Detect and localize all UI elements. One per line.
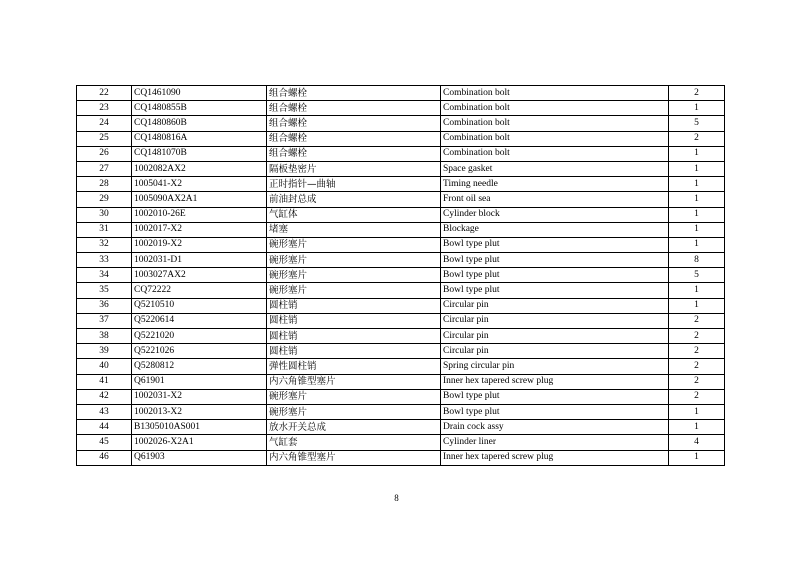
english-name-cell: Spring circular pin <box>441 359 669 374</box>
row-number-cell: 33 <box>77 253 132 268</box>
quantity-cell: 2 <box>669 389 725 404</box>
row-number-cell: 41 <box>77 374 132 389</box>
chinese-name-cell: 弹性圆柱销 <box>267 359 441 374</box>
part-code-cell: Q5280812 <box>132 359 267 374</box>
chinese-name-cell: 放水开关总成 <box>267 420 441 435</box>
table-row <box>77 374 725 389</box>
table-row <box>77 298 725 313</box>
chinese-name-cell: 碗形塞片 <box>267 253 441 268</box>
row-number-cell: 25 <box>77 131 132 146</box>
part-code-cell: CQ1461090 <box>132 86 267 101</box>
chinese-name-cell: 碗形塞片 <box>267 237 441 252</box>
quantity-cell: 2 <box>669 86 725 101</box>
row-number-cell: 40 <box>77 359 132 374</box>
part-code-cell: 1005090AX2A1 <box>132 192 267 207</box>
quantity-cell: 1 <box>669 450 725 465</box>
english-name-cell: Circular pin <box>441 313 669 328</box>
table-row <box>77 237 725 252</box>
chinese-name-cell: 碗形塞片 <box>267 389 441 404</box>
table-row <box>77 101 725 116</box>
row-number-cell: 32 <box>77 237 132 252</box>
chinese-name-cell: 碗形塞片 <box>267 283 441 298</box>
table-row <box>77 131 725 146</box>
part-code-cell: 1002010-26E <box>132 207 267 222</box>
quantity-cell: 2 <box>669 131 725 146</box>
english-name-cell: Blockage <box>441 222 669 237</box>
part-code-cell: CQ1480855B <box>132 101 267 116</box>
row-number-cell: 30 <box>77 207 132 222</box>
parts-table-body <box>77 86 725 466</box>
quantity-cell: 1 <box>669 420 725 435</box>
row-number-cell: 26 <box>77 146 132 161</box>
chinese-name-cell: 气缸套 <box>267 435 441 450</box>
chinese-name-cell: 气缸体 <box>267 207 441 222</box>
english-name-cell: Drain cock assy <box>441 420 669 435</box>
english-name-cell: Cylinder block <box>441 207 669 222</box>
row-number-cell: 31 <box>77 222 132 237</box>
quantity-cell: 5 <box>669 116 725 131</box>
quantity-cell: 1 <box>669 146 725 161</box>
table-row <box>77 420 725 435</box>
english-name-cell: Circular pin <box>441 298 669 313</box>
table-row <box>77 222 725 237</box>
table-row <box>77 329 725 344</box>
chinese-name-cell: 组合螺栓 <box>267 146 441 161</box>
table-row <box>77 450 725 465</box>
quantity-cell: 2 <box>669 374 725 389</box>
english-name-cell: Bowl type plut <box>441 389 669 404</box>
row-number-cell: 45 <box>77 435 132 450</box>
part-code-cell: Q61903 <box>132 450 267 465</box>
quantity-cell: 2 <box>669 344 725 359</box>
english-name-cell: Inner hex tapered screw plug <box>441 374 669 389</box>
row-number-cell: 24 <box>77 116 132 131</box>
part-code-cell: Q5220614 <box>132 313 267 328</box>
table-row <box>77 389 725 404</box>
table-row <box>77 146 725 161</box>
row-number-cell: 36 <box>77 298 132 313</box>
row-number-cell: 44 <box>77 420 132 435</box>
table-row <box>77 86 725 101</box>
table-row <box>77 253 725 268</box>
chinese-name-cell: 圆柱销 <box>267 313 441 328</box>
row-number-cell: 34 <box>77 268 132 283</box>
english-name-cell: Circular pin <box>441 329 669 344</box>
chinese-name-cell: 碗形塞片 <box>267 404 441 419</box>
row-number-cell: 37 <box>77 313 132 328</box>
chinese-name-cell: 组合螺栓 <box>267 131 441 146</box>
part-code-cell: 1002017-X2 <box>132 222 267 237</box>
quantity-cell: 4 <box>669 435 725 450</box>
quantity-cell: 1 <box>669 404 725 419</box>
english-name-cell: Combination bolt <box>441 86 669 101</box>
quantity-cell: 1 <box>669 298 725 313</box>
part-code-cell: CQ1480860B <box>132 116 267 131</box>
quantity-cell: 1 <box>669 177 725 192</box>
chinese-name-cell: 碗形塞片 <box>267 268 441 283</box>
english-name-cell: Timing needle <box>441 177 669 192</box>
chinese-name-cell: 组合螺栓 <box>267 101 441 116</box>
table-row <box>77 404 725 419</box>
english-name-cell: Combination bolt <box>441 146 669 161</box>
chinese-name-cell: 内六角锥型塞片 <box>267 450 441 465</box>
part-code-cell: 1002031-X2 <box>132 389 267 404</box>
quantity-cell: 1 <box>669 237 725 252</box>
row-number-cell: 38 <box>77 329 132 344</box>
row-number-cell: 46 <box>77 450 132 465</box>
row-number-cell: 23 <box>77 101 132 116</box>
english-name-cell: Combination bolt <box>441 131 669 146</box>
part-code-cell: 1002026-X2A1 <box>132 435 267 450</box>
part-code-cell: 1002031-D1 <box>132 253 267 268</box>
english-name-cell: Cylinder liner <box>441 435 669 450</box>
table-row <box>77 116 725 131</box>
table-row <box>77 161 725 176</box>
part-code-cell: B1305010AS001 <box>132 420 267 435</box>
row-number-cell: 27 <box>77 161 132 176</box>
quantity-cell: 1 <box>669 207 725 222</box>
quantity-cell: 8 <box>669 253 725 268</box>
quantity-cell: 1 <box>669 161 725 176</box>
row-number-cell: 29 <box>77 192 132 207</box>
part-code-cell: 1003027AX2 <box>132 268 267 283</box>
chinese-name-cell: 堵塞 <box>267 222 441 237</box>
chinese-name-cell: 组合螺栓 <box>267 116 441 131</box>
row-number-cell: 35 <box>77 283 132 298</box>
chinese-name-cell: 圆柱销 <box>267 298 441 313</box>
chinese-name-cell: 内六角锥型塞片 <box>267 374 441 389</box>
english-name-cell: Inner hex tapered screw plug <box>441 450 669 465</box>
part-code-cell: CQ1480816A <box>132 131 267 146</box>
page-number: 8 <box>394 493 399 503</box>
quantity-cell: 1 <box>669 222 725 237</box>
table-row <box>77 177 725 192</box>
row-number-cell: 22 <box>77 86 132 101</box>
english-name-cell: Front oil sea <box>441 192 669 207</box>
part-code-cell: Q5221020 <box>132 329 267 344</box>
table-row <box>77 313 725 328</box>
chinese-name-cell: 组合螺栓 <box>267 86 441 101</box>
part-code-cell: Q5221026 <box>132 344 267 359</box>
english-name-cell: Space gasket <box>441 161 669 176</box>
english-name-cell: Bowl type plut <box>441 283 669 298</box>
quantity-cell: 1 <box>669 192 725 207</box>
part-code-cell: 1002013-X2 <box>132 404 267 419</box>
quantity-cell: 5 <box>669 268 725 283</box>
row-number-cell: 39 <box>77 344 132 359</box>
chinese-name-cell: 前油封总成 <box>267 192 441 207</box>
chinese-name-cell: 圆柱销 <box>267 344 441 359</box>
row-number-cell: 28 <box>77 177 132 192</box>
english-name-cell: Bowl type plut <box>441 404 669 419</box>
table-row <box>77 207 725 222</box>
english-name-cell: Bowl type plut <box>441 268 669 283</box>
part-code-cell: 1002019-X2 <box>132 237 267 252</box>
english-name-cell: Bowl type plut <box>441 253 669 268</box>
part-code-cell: CQ1481070B <box>132 146 267 161</box>
table-row <box>77 192 725 207</box>
english-name-cell: Circular pin <box>441 344 669 359</box>
quantity-cell: 1 <box>669 283 725 298</box>
table-row <box>77 344 725 359</box>
quantity-cell: 2 <box>669 313 725 328</box>
row-number-cell: 42 <box>77 389 132 404</box>
parts-table <box>76 85 725 466</box>
quantity-cell: 2 <box>669 359 725 374</box>
part-code-cell: CQ72222 <box>132 283 267 298</box>
part-code-cell: Q5210510 <box>132 298 267 313</box>
quantity-cell: 1 <box>669 101 725 116</box>
english-name-cell: Combination bolt <box>441 116 669 131</box>
chinese-name-cell: 正时指针—曲轴 <box>267 177 441 192</box>
chinese-name-cell: 隔板垫密片 <box>267 161 441 176</box>
chinese-name-cell: 圆柱销 <box>267 329 441 344</box>
english-name-cell: Combination bolt <box>441 101 669 116</box>
table-row <box>77 435 725 450</box>
english-name-cell: Bowl type plut <box>441 237 669 252</box>
row-number-cell: 43 <box>77 404 132 419</box>
part-code-cell: Q61901 <box>132 374 267 389</box>
part-code-cell: 1002082AX2 <box>132 161 267 176</box>
table-row <box>77 359 725 374</box>
part-code-cell: 1005041-X2 <box>132 177 267 192</box>
quantity-cell: 2 <box>669 329 725 344</box>
table-row <box>77 283 725 298</box>
table-row <box>77 268 725 283</box>
